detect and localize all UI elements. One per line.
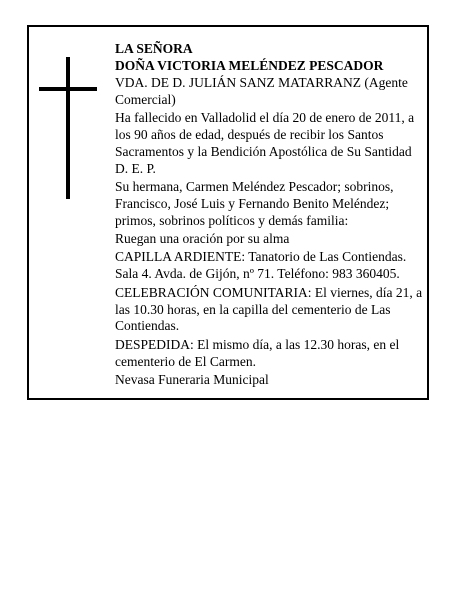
family-paragraph: Su hermana, Carmen Meléndez Pescador; sobrinos, Francisco, José Luis y Fernando Benito Meléndez; primos, sobrinos políticos y demás familia: bbox=[115, 179, 394, 228]
farewell-paragraph: DESPEDIDA: El mismo día, a las 12.30 horas, en el cementerio de El Carmen. bbox=[115, 336, 400, 369]
obituary-text bbox=[115, 41, 427, 390]
heading-title: LA SEÑORA bbox=[115, 41, 193, 56]
cross-icon bbox=[39, 57, 97, 199]
deceased-name: DOÑA VICTORIA MELÉNDEZ PESCADOR bbox=[115, 57, 384, 73]
chapel-paragraph: CAPILLA ARDIENTE: Tanatorio de Las Contiendas. Sala 4. Avda. de Gijón, nº 71. Teléfono: 983 360405. bbox=[115, 249, 407, 282]
widow-line: VDA. DE D. JULIÁN SANZ MATARRANZ (Agente Comercial) bbox=[115, 74, 408, 107]
obituary-notice bbox=[27, 25, 429, 400]
death-paragraph: Ha fallecido en Valladolid el día 20 de enero de 2011, a los 90 años de edad, después de recibir los Santos Sacramentos y la Bendición Apostólica de Su Santidad D. E. P. bbox=[115, 110, 415, 176]
prayer-line: Ruegan una oración por su alma bbox=[115, 231, 290, 247]
funeral-home: Nevasa Funeraria Municipal bbox=[115, 371, 269, 387]
celebration-paragraph: CELEBRACIÓN COMUNITARIA: El viernes, día 21, a las 10.30 horas, en la capilla del cementerio de Las Contiendas. bbox=[115, 284, 423, 334]
cross-horizontal-bar bbox=[39, 87, 97, 91]
cross-vertical-bar bbox=[66, 57, 70, 199]
